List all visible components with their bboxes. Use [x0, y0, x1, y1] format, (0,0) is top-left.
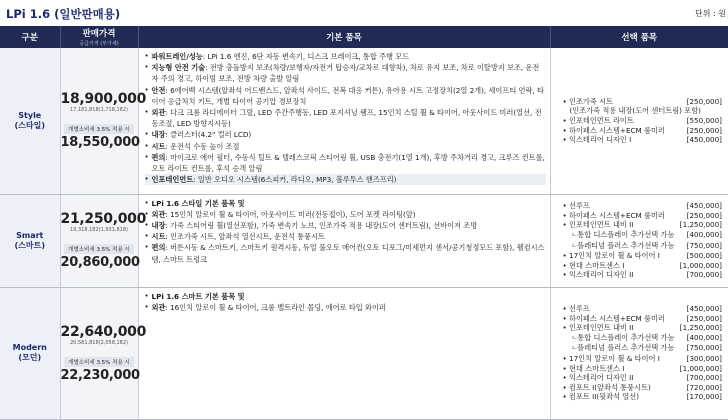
- option-label: • 현대 스마트센스 I: [563, 261, 625, 271]
- option-price: [700,000]: [687, 373, 722, 383]
- options-list: [551, 201, 728, 280]
- trim-row: [0, 287, 728, 419]
- col-options-header: 선택 품목: [550, 26, 728, 48]
- basic-item-value: : 인조가죽 시트, 앞좌석 열선시트, 운전석 통풍시트: [165, 232, 325, 241]
- tax-price: 20,860,000: [61, 255, 138, 270]
- basic-item-key: 파워트레인/성능: [152, 52, 203, 61]
- option-label: ㄴ 통합 디스플레이 추가선택 가능: [563, 230, 675, 241]
- basic-items-cell: [138, 194, 550, 287]
- option-item: [563, 333, 723, 344]
- basic-item-value: : LPi 1.6 엔진, 6단 자동 변속기, 디스크 브레이크, 통합 주행 모드: [203, 52, 409, 61]
- sale-price: 18,900,000: [61, 91, 138, 107]
- option-label: • 하이패스 시스템+ECM 룸미러: [563, 126, 665, 136]
- basic-item-key: 편의: [152, 153, 166, 162]
- table-header-row: [0, 26, 728, 48]
- tax-price: 22,230,000: [61, 368, 138, 383]
- option-label: • 컴포트 II(뒷좌석 열선): [563, 392, 640, 402]
- basic-item-value: : 운전석 수동 높이 조절: [165, 142, 239, 151]
- option-price: [400,000]: [687, 333, 722, 344]
- option-item: [563, 304, 723, 314]
- option-label: • 하이패스 시스템+ECM 룸미러: [563, 211, 665, 221]
- option-price: [1,250,000]: [680, 220, 722, 230]
- option-item: [563, 241, 723, 252]
- basic-item: [145, 174, 546, 185]
- option-label: ㄴ 통합 디스플레이 추가선택 가능: [563, 333, 675, 344]
- basic-item-value: : 15인치 알로이 휠 & 타이어, 아웃사이드 미러(전동접이), 도어 포켓 라이팅(앞): [165, 210, 415, 219]
- option-price: [250,000]: [687, 314, 722, 324]
- col-price-header: [60, 26, 138, 48]
- option-price: [250,000]: [687, 97, 722, 107]
- option-price: [170,000]: [687, 392, 722, 402]
- trim-name: Smart: [0, 231, 60, 240]
- basic-item-value: : 가죽 스티어링 휠(열선포함), 가죽 변속기 노브, 인조가죽 적용 내장(도어 센터트림), 선바이저 조명: [165, 221, 477, 230]
- trim-name-kr: (스타일): [0, 120, 60, 131]
- col-trim-header: 구분: [0, 26, 60, 48]
- basic-item: [145, 107, 546, 129]
- basic-item: [145, 141, 546, 152]
- basic-item-key: 시트: [152, 142, 166, 151]
- basic-item: [145, 51, 546, 62]
- option-label: • 현대 스마트센스 I: [563, 364, 625, 374]
- basic-item-value: : 다크 크롬 라디에이터 그릴, LED 주간주행등, LED 포지셔닝 램프, 15인치 스틸 휠 & 타이어, 아웃사이드 미러(열선, 전동조절, LED 방향지시등): [152, 108, 542, 128]
- option-price: [1,000,000]: [680, 261, 722, 271]
- basic-item-value: : 6에어백 시스템(앞좌석 어드밴스드, 앞좌석 사이드, 전복 대응 커튼), 유아용 시트 고정장치(2열 2개), 세이프티 언락, 타이어 응급처치 키트, 개별 타이어 공기압 경보장치: [152, 86, 544, 106]
- basic-item: [145, 231, 546, 242]
- price-table: [0, 26, 728, 420]
- trim-name-kr: (스마트): [0, 240, 60, 251]
- option-label: • 인포테인먼트 내비 II: [563, 323, 634, 333]
- tax-tag: 개별소비세 3.5% 적용 시: [64, 244, 134, 254]
- basic-items-list: [145, 198, 546, 265]
- sale-price: 21,250,000: [61, 211, 138, 227]
- option-label: • 17인치 알로이 휠 & 타이어 I: [563, 354, 660, 364]
- option-label: • 익스테리어 디자인 II: [563, 373, 634, 383]
- option-item: [563, 373, 723, 383]
- option-price: [450,000]: [687, 304, 722, 314]
- basic-items-cell: [138, 287, 550, 419]
- basic-item-value: : 일반 오디오 시스템(6스피커, 라디오, MP3, 블루투스 핸즈프리): [193, 175, 396, 184]
- price-cell: [60, 194, 138, 287]
- basic-item: [145, 129, 546, 140]
- option-label: (인조가죽 적용 내장(도어 센터트림) 포함): [563, 106, 701, 116]
- option-price: [750,000]: [687, 241, 722, 252]
- option-item: [563, 323, 723, 333]
- options-list: [551, 97, 728, 145]
- option-item: [563, 211, 723, 221]
- price-header-label: 판매가격: [83, 29, 116, 39]
- basic-item-key: 내장: [152, 130, 166, 139]
- basic-item: [145, 220, 546, 231]
- option-item: [563, 220, 723, 230]
- trim-name-cell: [0, 287, 60, 419]
- option-price: [250,000]: [687, 126, 722, 136]
- basic-items-list: [145, 51, 546, 185]
- basic-item-key: LPi 1.6 스마트 기본 품목 및: [152, 292, 245, 301]
- supply-price: 20,581,818(2,058,182): [61, 340, 138, 346]
- tax-tag: 개별소비세 3.5% 적용 시: [64, 357, 134, 367]
- option-item: [563, 261, 723, 271]
- option-label: • 인포테인먼트 내비 II: [563, 220, 634, 230]
- option-item: [563, 97, 723, 107]
- basic-item-key: LPi 1.6 스타일 기본 품목 및: [152, 199, 245, 208]
- options-cell: [550, 287, 728, 419]
- option-label: • 17인치 알로이 휠 & 타이어 I: [563, 251, 660, 261]
- sale-price: 22,640,000: [61, 324, 138, 340]
- option-label: • 인포테인먼트 라이트: [563, 116, 634, 126]
- basic-item: [145, 62, 546, 84]
- supply-price: 17,181,818(1,718,182): [61, 107, 138, 113]
- option-item: [563, 270, 723, 280]
- option-item: [563, 392, 723, 402]
- page-header: [0, 0, 728, 26]
- option-label: • 인조가죽 시트: [563, 97, 613, 107]
- option-item: [563, 314, 723, 324]
- option-price: [550,000]: [687, 116, 722, 126]
- option-item: [563, 201, 723, 211]
- tax-price: 18,550,000: [61, 135, 138, 150]
- supply-price: 19,318,182(1,931,818): [61, 227, 138, 233]
- option-price: [250,000]: [687, 211, 722, 221]
- trim-row: [0, 48, 728, 194]
- option-price: [500,000]: [687, 251, 722, 261]
- basic-items-cell: [138, 48, 550, 194]
- basic-item-value: : 전방 충돌방지 보조(차량/보행자/자전거 탑승자/교차로 대향차), 차로 유지 보조, 차로 이탈방지 보조, 운전자 주의 경고, 하이빔 보조, 전방 차량 출발 알림: [152, 63, 540, 83]
- option-item: [563, 354, 723, 364]
- option-price: [450,000]: [687, 135, 722, 145]
- option-item: [563, 135, 723, 145]
- tax-tag: 개별소비세 3.5% 적용 시: [64, 124, 134, 134]
- basic-item: [145, 85, 546, 107]
- option-price: [450,000]: [687, 201, 722, 211]
- option-item: [563, 126, 723, 136]
- basic-item: [145, 242, 546, 264]
- option-item: [563, 343, 723, 354]
- option-label: • 선루프: [563, 201, 590, 211]
- options-list: [551, 304, 728, 402]
- basic-item: [145, 291, 546, 302]
- options-cell: [550, 194, 728, 287]
- basic-item-value: : 16인치 알로이 휠 & 타이어, 크롬 벨트라인 몰딩, 에어로 타입 와이퍼: [165, 303, 385, 312]
- basic-item-key: 내장: [152, 221, 166, 230]
- trim-name-cell: [0, 48, 60, 194]
- basic-item-key: 시트: [152, 232, 166, 241]
- option-item: [563, 230, 723, 241]
- basic-item-key: 외관: [152, 108, 166, 117]
- option-item: [563, 383, 723, 393]
- option-price: [700,000]: [687, 270, 722, 280]
- option-label: • 선루프: [563, 304, 590, 314]
- option-price: [720,000]: [687, 383, 722, 393]
- option-price: [400,000]: [687, 230, 722, 241]
- price-header-note: 공급가격 (부가세): [61, 40, 138, 47]
- col-basic-header: 기본 품목: [138, 26, 550, 48]
- basic-item-key: 외관: [152, 210, 166, 219]
- basic-item: [145, 152, 546, 174]
- basic-item-key: 안전: [152, 86, 166, 95]
- basic-item-key: 편의: [152, 243, 166, 252]
- option-label: • 익스테리어 디자인 I: [563, 135, 632, 145]
- option-label: ㄴ 플레티넘 플러스 추가선택 가능: [563, 343, 675, 354]
- basic-item-value: : 클러스터(4.2" 컬러 LCD): [165, 130, 251, 139]
- option-price: [300,000]: [687, 354, 722, 364]
- page-title: LPi 1.6 (일반판매용): [6, 6, 120, 22]
- option-label: ㄴ 플레티넘 플러스 추가선택 가능: [563, 241, 675, 252]
- price-cell: [60, 287, 138, 419]
- option-item: [563, 364, 723, 374]
- options-cell: [550, 48, 728, 194]
- trim-name: Modern: [0, 343, 60, 352]
- price-cell: [60, 48, 138, 194]
- basic-item: [145, 198, 546, 209]
- option-label: • 익스테리어 디자인 II: [563, 270, 634, 280]
- trim-name-cell: [0, 194, 60, 287]
- unit-label: 단위 : 원: [695, 8, 726, 19]
- trim-row: [0, 194, 728, 287]
- option-price: [750,000]: [687, 343, 722, 354]
- option-item: [563, 106, 723, 116]
- option-label: • 하이패스 시스템+ECM 룸미러: [563, 314, 665, 324]
- basic-item: [145, 209, 546, 220]
- option-item: [563, 116, 723, 126]
- basic-items-list: [145, 291, 546, 313]
- basic-item-value: : 버튼시동 & 스마트키, 스마트키 원격시동, 듀얼 풀오토 에어컨(오토 디포그/미세먼지 센서/공기청정모드 포함), 웰컴시스템, 스마트 트렁크: [152, 243, 545, 263]
- basic-item: [145, 302, 546, 313]
- basic-item-key: 지능형 안전 기술: [152, 63, 206, 72]
- option-label: • 컴포트 I(앞좌석 통풍시트): [563, 383, 651, 393]
- trim-name-kr: (모던): [0, 352, 60, 363]
- trim-name: Style: [0, 111, 60, 120]
- basic-item-value: : 마이크로 에어 필터, 수동식 틸트 & 텔레스코픽 스티어링 휠, USB 충전기(1열 1개), 후방 주차거리 경고, 크루즈 컨트롤, 오토 라이트 컨트롤, 후석 승객 알림: [152, 153, 545, 173]
- basic-item-key: 인포테인먼트: [152, 175, 194, 184]
- option-item: [563, 251, 723, 261]
- basic-item-key: 외관: [152, 303, 166, 312]
- option-price: [1,250,000]: [680, 323, 722, 333]
- option-price: [1,000,000]: [680, 364, 722, 374]
